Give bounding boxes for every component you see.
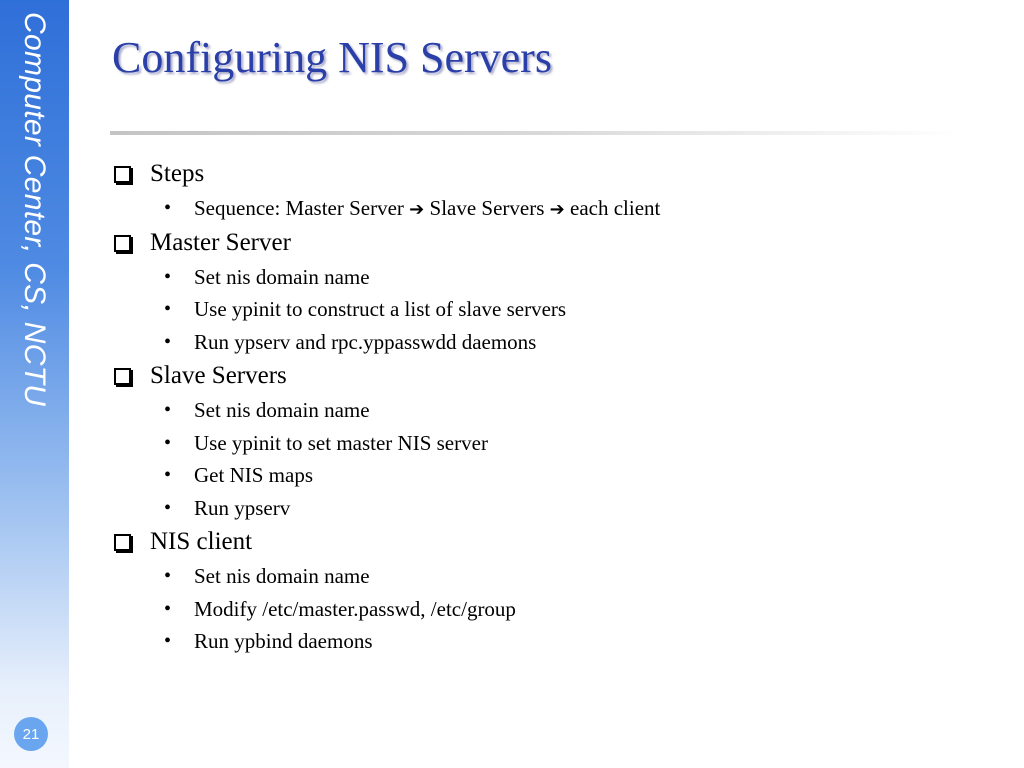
list-item-text: Use ypinit to set master NIS server (194, 430, 488, 455)
list-item-text: Use ypinit to construct a list of slave servers (194, 297, 567, 321)
dot-bullet-icon: • (164, 399, 172, 421)
section-heading-slave-servers (112, 358, 992, 394)
section-heading-label: NIS client (150, 528, 253, 555)
dot-bullet-icon: • (164, 496, 172, 519)
list-item-text: Get NIS maps (194, 463, 313, 487)
section-heading-label: Slave Servers (150, 362, 287, 389)
section-heading-master-server (112, 225, 992, 261)
section-heading-label: Steps (150, 160, 205, 187)
sequence-part: each client (570, 196, 661, 220)
right-arrow-icon: ➔ (409, 199, 425, 220)
list-item (112, 625, 992, 658)
list-item (112, 261, 992, 294)
list-item (112, 394, 992, 427)
sequence-part: Sequence: Master Server (194, 196, 404, 220)
dot-bullet-icon: • (164, 197, 172, 219)
dot-bullet-icon: • (164, 431, 172, 454)
section-heading-label: Master Server (150, 228, 291, 256)
sidebar-vertical-text: Computer Center, CS, NCTU (18, 12, 51, 407)
dot-bullet-icon: • (164, 464, 172, 486)
list-item-text: Set nis domain name (194, 264, 370, 289)
dot-bullet-icon: • (164, 330, 172, 353)
list-item (112, 427, 992, 460)
list-item (112, 192, 992, 225)
list-item-text: Set nis domain name (194, 564, 370, 588)
section-heading-nis-client (112, 524, 992, 560)
dot-bullet-icon: • (164, 298, 172, 320)
checkbox-square-icon (114, 235, 131, 252)
list-item (112, 459, 992, 492)
list-item (112, 593, 992, 626)
list-item-text: Set nis domain name (194, 398, 370, 422)
dot-bullet-icon: • (164, 565, 172, 587)
list-item (112, 293, 992, 326)
list-item (112, 560, 992, 593)
list-item-text: Modify /etc/master.passwd, /etc/group (194, 596, 516, 621)
sidebar (0, 0, 69, 768)
checkbox-square-icon (114, 166, 131, 183)
slide-title: Configuring NIS Servers (112, 33, 552, 82)
list-item (112, 326, 992, 359)
section-heading-steps (112, 156, 992, 192)
list-item (112, 492, 992, 525)
page-number-badge: 21 (14, 717, 48, 751)
sequence-part: Slave Servers (429, 196, 545, 220)
title-divider (110, 131, 960, 135)
list-item-text: Run ypserv (194, 495, 291, 520)
dot-bullet-icon: • (164, 265, 172, 288)
slide-content (112, 156, 992, 658)
checkbox-square-icon (114, 368, 131, 385)
list-item-text: Run ypbind daemons (194, 629, 373, 653)
dot-bullet-icon: • (164, 597, 172, 620)
list-item-text: Run ypserv and rpc.yppasswdd daemons (194, 329, 537, 354)
dot-bullet-icon: • (164, 630, 172, 652)
right-arrow-icon: ➔ (549, 199, 565, 220)
checkbox-square-icon (114, 534, 131, 551)
